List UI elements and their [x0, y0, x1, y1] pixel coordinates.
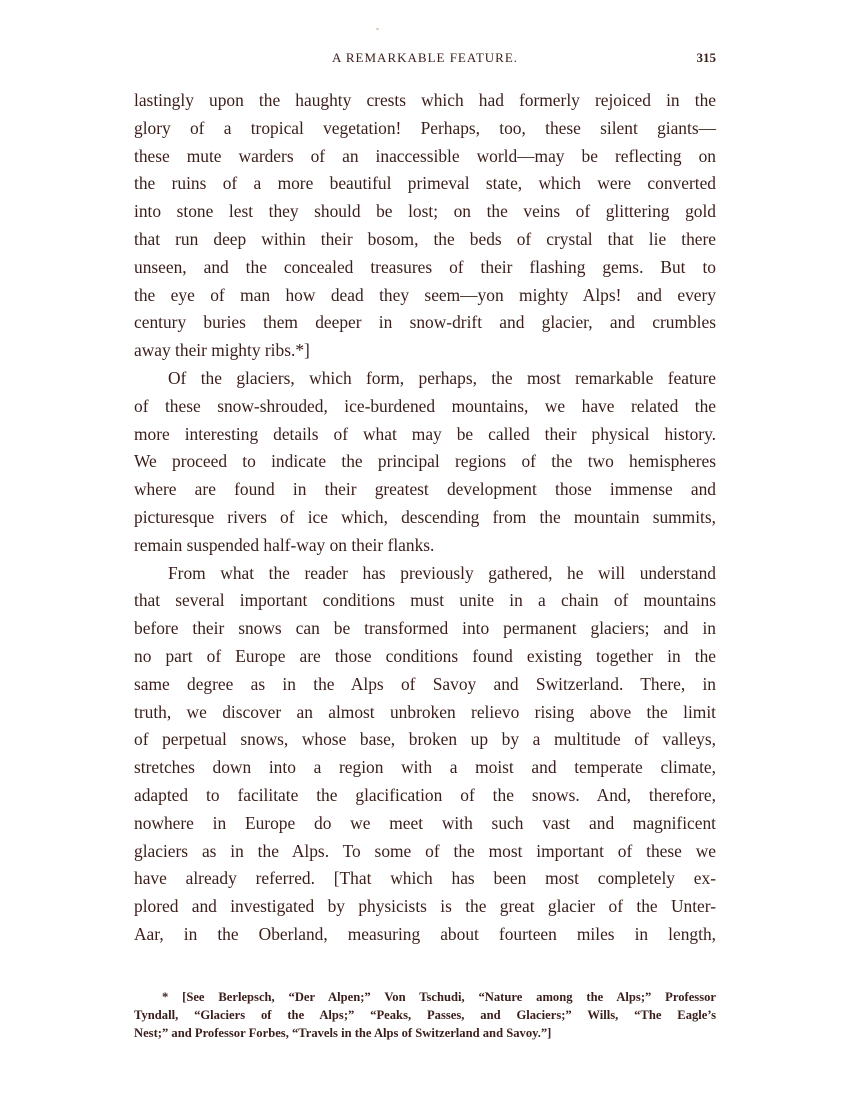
text-line: Of the glaciers, which form, perhaps, the most remarkable feature — [168, 367, 716, 388]
footnote — [134, 988, 716, 1042]
text-line: From what the reader has previously gathered, he will understand — [168, 562, 716, 583]
text-line: century buries them deeper in snow-drift and glacier, and crumbles — [134, 312, 716, 333]
text-line: that several important conditions must unite in a chain of mountains — [134, 590, 716, 611]
footnote-line: Tyndall, “Glaciers of the Alps;” “Peaks, Passes, and Glaciers;” Wills, “The Eagle’s — [134, 1008, 716, 1022]
text-line: more interesting details of what may be called their physical history. — [134, 423, 716, 444]
text-line: plored and investigated by physicists is the great glacier of the Unter- — [134, 896, 716, 917]
running-header — [134, 50, 716, 70]
text-line: picturesque rivers of ice which, descending from the mountain summits, — [134, 506, 716, 527]
text-line: into stone lest they should be lost; on the veins of glittering gold — [134, 201, 716, 222]
paper-speck — [376, 28, 379, 30]
text-line: that run deep within their bosom, the beds of crystal that lie there — [134, 228, 716, 249]
running-title: A REMARKABLE FEATURE. — [331, 50, 519, 65]
text-line: same degree as in the Alps of Savoy and Switzerland. There, in — [134, 673, 716, 694]
text-line: no part of Europe are those conditions found existing together in the — [134, 645, 716, 666]
text-line: the eye of man how dead they seem—yon mighty Alps! and every — [134, 284, 716, 305]
text-line: the ruins of a more beautiful primeval state, which were converted — [134, 173, 716, 194]
text-line: lastingly upon the haughty crests which had formerly rejoiced in the — [134, 90, 716, 110]
text-line: truth, we discover an almost unbroken relievo rising above the limit — [134, 701, 716, 722]
text-line: before their snows can be transformed into permanent glaciers; and in — [134, 618, 716, 639]
text-line: adapted to facilitate the glacification of the snows. And, therefore, — [134, 784, 716, 805]
text-line: these mute warders of an inaccessible world—may be reflecting on — [134, 145, 716, 166]
footnote-line: Nest;” and Professor Forbes, “Travels in the Alps of Switzerland and Savoy.”] — [134, 1026, 552, 1040]
text-line: glory of a tropical vegetation! Perhaps, too, these silent giants— — [134, 117, 716, 138]
text-line: away their mighty ribs.*] — [134, 340, 310, 361]
page-number: 315 — [696, 50, 716, 65]
text-line: stretches down into a region with a moist and temperate climate, — [134, 757, 716, 778]
text-line: remain suspended half-way on their flanks. — [134, 534, 435, 555]
text-line: of perpetual snows, whose base, broken up by a multitude of valleys, — [134, 729, 716, 750]
footnote-line: * [See Berlepsch, “Der Alpen;” Von Tschudi, “Nature among the Alps;” Professor — [162, 990, 716, 1004]
text-line: Aar, in the Oberland, measuring about fourteen miles in length, — [134, 923, 716, 944]
text-line: We proceed to indicate the principal regions of the two hemispheres — [134, 451, 716, 472]
text-line: have already referred. [That which has been most completely ex- — [134, 868, 716, 889]
body-text — [134, 87, 716, 949]
text-line: where are found in their greatest development those immense and — [134, 479, 716, 500]
text-line: of these snow-shrouded, ice-burdened mountains, we have related the — [134, 395, 716, 416]
text-line: unseen, and the concealed treasures of their flashing gems. But to — [134, 256, 716, 277]
text-line: nowhere in Europe do we meet with such vast and magnificent — [134, 812, 716, 833]
text-line: glaciers as in the Alps. To some of the most important of these we — [134, 840, 716, 861]
